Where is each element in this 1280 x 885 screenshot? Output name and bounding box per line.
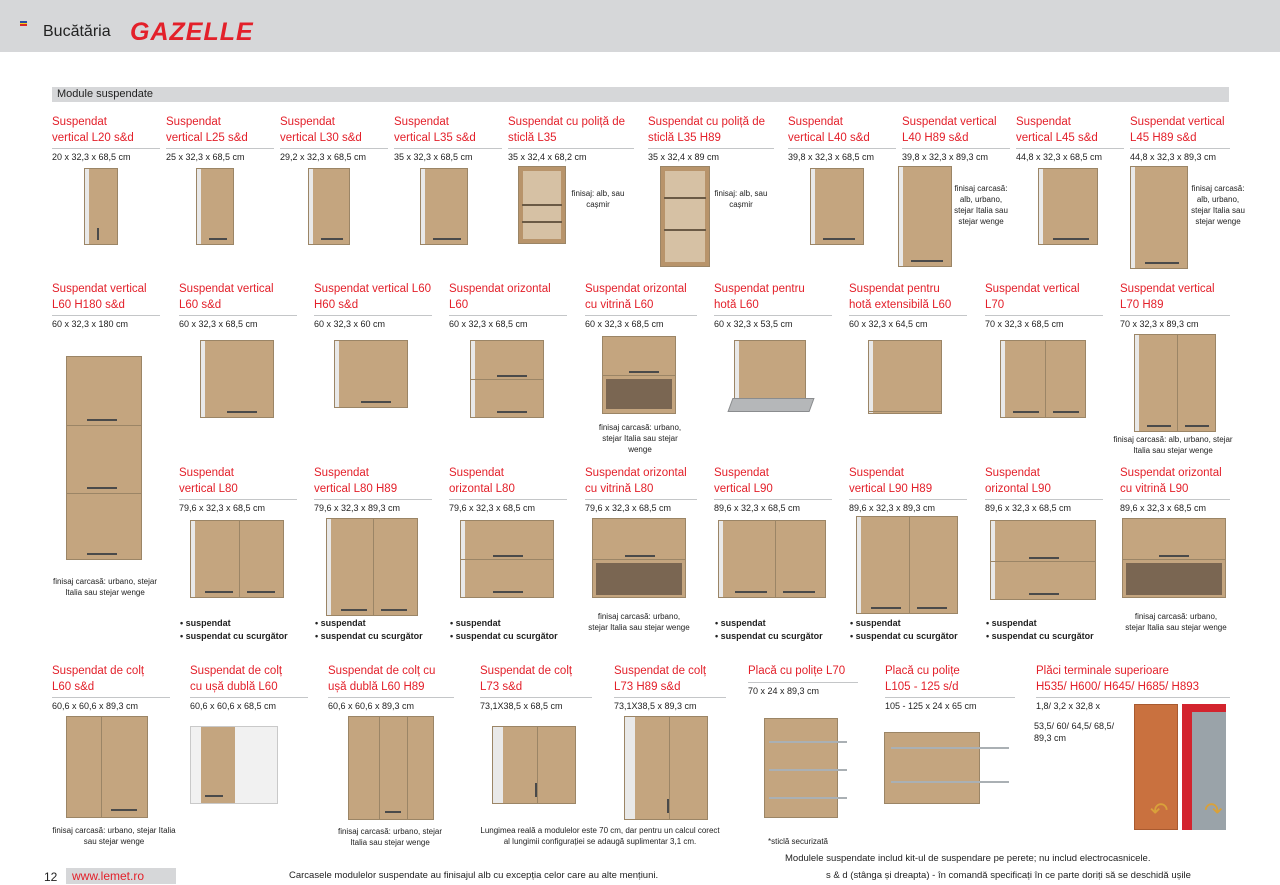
product-l90-h89[interactable] [849, 465, 967, 514]
product-corner-l73-h89[interactable] [614, 663, 726, 712]
cabinet-image [1038, 168, 1098, 245]
product-title: Suspendat [314, 467, 369, 479]
product-title: Suspendat [280, 116, 335, 128]
corner-cabinet-image [624, 716, 708, 820]
product-l70-h89[interactable] [1120, 281, 1230, 330]
product-horizontal-l90[interactable] [985, 465, 1103, 514]
product-title: L105 - 125 s/d [885, 681, 959, 693]
product-vitrine-l90[interactable] [1120, 465, 1230, 514]
cabinet-image [420, 168, 468, 245]
product-dimensions: 70 x 32,3 x 68,5 cm [985, 319, 1064, 329]
cabinet-image [1000, 340, 1086, 418]
product-title: Suspendat pentru [849, 283, 940, 295]
product-dimensions: 25 x 32,3 x 68,5 cm [166, 152, 245, 162]
product-title: vertical L90 [714, 483, 773, 495]
product-title: L60 s&d [179, 299, 222, 311]
product-dimensions: 60 x 32,3 x 68,5 cm [179, 319, 258, 329]
product-l45-h89[interactable] [1130, 114, 1230, 163]
product-l90[interactable] [714, 465, 832, 514]
product-title: H535/ H600/ H645/ H685/ H893 [1036, 681, 1200, 693]
finish-note: finisaj carcasă: urbano, stejar Italia sau stejar wenge [52, 826, 176, 846]
product-title: L60 H180 s&d [52, 299, 125, 311]
section-bar [52, 87, 1229, 102]
product-glass-l35[interactable] [508, 114, 634, 163]
hood-image [727, 398, 814, 412]
product-dimensions: 79,6 x 32,3 x 68,5 cm [449, 503, 536, 513]
cabinet-image [326, 518, 418, 616]
cabinet-image [308, 168, 350, 245]
product-title: Suspendat de colț [190, 665, 283, 677]
product-dimensions: 60 x 32,3 x 64,5 cm [849, 319, 928, 329]
product-title: ușă dublă L60 H89 [328, 681, 425, 693]
product-title: Suspendat vertical [179, 283, 274, 295]
cabinet-image [990, 520, 1096, 600]
product-title: cu ușă dublă L60 [190, 681, 278, 693]
product-corner-l73[interactable] [480, 663, 592, 712]
tempered-glass-note: *sticlă securizată [767, 837, 829, 846]
product-dimensions: 60,6 x 60,6 x 89,3 cm [52, 701, 139, 711]
arrow-icon: ↶ [1150, 798, 1169, 823]
product-title: Suspendat de colț cu [328, 665, 436, 677]
product-corner-l60[interactable] [52, 663, 170, 712]
product-dimensions: 70 x 32,3 x 89,3 cm [1120, 319, 1199, 329]
glass-shelf-cabinet-image [660, 166, 710, 267]
finish-note: finisaj carcasă: urbano, stejar Italia sau stejar wenge [52, 577, 158, 597]
footer-note-sd: s & d (stânga și dreapta) - în comandă specificați în ce parte doriți să se deschidă ușile [826, 870, 1191, 881]
cabinet-image [856, 516, 958, 614]
product-title: Suspendat orizontal [1120, 467, 1222, 479]
cabinet-image [898, 166, 952, 267]
page-number: 12 [44, 870, 58, 884]
product-l35[interactable] [394, 114, 502, 163]
vitrine-cabinet-image [592, 518, 686, 598]
arrow-icon: ↷ [1204, 798, 1223, 823]
corner-cabinet-image [190, 726, 278, 804]
length-note: Lungimea reală a modulelor este 70 cm, dar pentru un calcul corect al lungimii configurației se adaugă suplimentar 3,1 cm. [480, 826, 720, 846]
product-title: Suspendat de colț [480, 665, 573, 677]
product-title: Suspendat pentru [714, 283, 805, 295]
product-dimensions: 60 x 32,3 x 68,5 cm [585, 319, 664, 329]
product-title: Suspendat vertical L60 [314, 283, 431, 295]
product-dimensions: 89,6 x 32,3 x 68,5 cm [714, 503, 801, 513]
product-l80-h89[interactable] [314, 465, 432, 514]
product-horizontal-l80[interactable] [449, 465, 567, 514]
product-glass-l35-h89[interactable] [648, 114, 774, 163]
product-title: Suspendat [52, 116, 107, 128]
product-corner-double-l60-h89[interactable] [328, 663, 454, 712]
options-list: • suspendat • suspendat cu scurgător [715, 618, 823, 641]
product-dimensions: 29,2 x 32,3 x 68,5 cm [280, 152, 367, 162]
cabinet-image [84, 168, 118, 245]
product-dimensions: 89,6 x 32,3 x 68,5 cm [985, 503, 1072, 513]
product-dimensions: 35 x 32,3 x 68,5 cm [394, 152, 473, 162]
top-bar [0, 0, 1280, 52]
options-list: • suspendat • suspendat cu scurgător [450, 618, 558, 641]
finish-note: finisaj carcasă: alb, urbano, stejar Italia sau stejar wenge [1113, 435, 1233, 455]
product-l30[interactable] [280, 114, 388, 163]
product-title: orizontal L80 [449, 483, 515, 495]
product-title: orizontal L90 [985, 483, 1051, 495]
product-shelf-plate-l70[interactable] [748, 663, 858, 697]
product-title: Suspendat de colț [614, 665, 707, 677]
product-title: Suspendat [985, 467, 1040, 479]
brand-logo: GAZELLE [130, 18, 254, 46]
product-title: L40 H89 s&d [902, 132, 969, 144]
product-title: vertical L25 s&d [166, 132, 248, 144]
product-dimensions: 79,6 x 32,3 x 68,5 cm [179, 503, 266, 513]
product-title: L70 H89 [1120, 299, 1164, 311]
product-title: vertical L35 s&d [394, 132, 476, 144]
product-title: hotă extensibilă L60 [849, 299, 952, 311]
product-title: Suspendat vertical [1130, 116, 1225, 128]
product-l70[interactable] [985, 281, 1103, 330]
product-dimensions: 39,8 x 32,3 x 89,3 cm [902, 152, 989, 162]
product-title: vertical L20 s&d [52, 132, 134, 144]
product-title: vertical L80 [179, 483, 238, 495]
options-list: • suspendat • suspendat cu scurgător [180, 618, 288, 641]
cabinet-image [196, 168, 234, 245]
cabinet-image [190, 520, 284, 598]
product-title: Suspendat [1016, 116, 1071, 128]
product-l80[interactable] [179, 465, 297, 514]
finish-note: finisaj carcasă: urbano, stejar Italia sau stejar wenge [598, 423, 682, 454]
product-dimensions: 44,8 x 32,3 x 89,3 cm [1130, 152, 1217, 162]
corner-cabinet-image [492, 726, 576, 804]
product-l60-h180[interactable] [52, 281, 160, 330]
product-title: hotă L60 [714, 299, 759, 311]
product-title: Suspendat [449, 467, 504, 479]
product-dimensions: 60 x 32,3 x 53,5 cm [714, 319, 793, 329]
product-dimensions: 39,8 x 32,3 x 68,5 cm [788, 152, 875, 162]
finish-note: finisaj carcasă: urbano, stejar Italia sau stejar wenge [337, 827, 443, 847]
product-title: L73 s&d [480, 681, 523, 693]
product-hood-l60[interactable] [714, 281, 832, 330]
product-title: Suspendat [179, 467, 234, 479]
product-l60[interactable] [179, 281, 297, 330]
product-dimensions: 105 - 125 x 24 x 65 cm [885, 701, 977, 711]
product-shelf-plate-l105[interactable] [885, 663, 1015, 712]
product-title: Suspendat [849, 467, 904, 479]
product-ext-hood-l60[interactable] [849, 281, 967, 330]
cabinet-image [868, 340, 942, 414]
product-title: sticlă L35 H89 [648, 132, 721, 144]
product-title: Suspendat de colț [52, 665, 145, 677]
product-dimensions: 60 x 32,3 x 60 cm [314, 319, 386, 329]
product-l40-h89[interactable] [902, 114, 1010, 163]
product-dimensions: 60 x 32,3 x 180 cm [52, 319, 129, 329]
finish-note: finisaj carcasă: alb, urbano, stejar Italia sau stejar wenge [1191, 184, 1245, 226]
product-l40[interactable] [788, 114, 896, 163]
finish-note: finisaj carcasă: alb, urbano, stejar Italia sau stejar wenge [954, 184, 1008, 226]
product-title: Suspendat vertical [52, 283, 147, 295]
finish-note: finisaj: alb, sau cașmir [571, 189, 625, 209]
panel-dimensions-rest: 53,5/ 60/ 64,5/ 68,5/ 89,3 cm [1034, 721, 1115, 743]
product-dimensions: 60,6 x 60,6 x 89,3 cm [328, 701, 415, 711]
product-title: L70 [985, 299, 1005, 311]
finish-note: finisaj carcasă: urbano, stejar Italia sau stejar wenge [588, 612, 690, 632]
footer-note-carcase: Carcasele modulelor suspendate au finisajul alb cu excepția celor care au alte mențiuni. [289, 870, 659, 881]
product-horizontal-l60[interactable] [449, 281, 567, 330]
product-dimensions: 73,1X38,5 x 89,3 cm [614, 701, 697, 711]
product-l25[interactable] [166, 114, 274, 163]
product-title: Placă cu polițe [885, 665, 960, 677]
product-dimensions: 73,1X38,5 x 68,5 cm [480, 701, 563, 711]
product-title: Suspendat cu poliță de [648, 116, 766, 128]
product-title: L60 s&d [52, 681, 95, 693]
product-title: Suspendat orizontal [585, 283, 687, 295]
vitrine-cabinet-image [1122, 518, 1226, 598]
tall-cabinet-image [66, 356, 142, 560]
product-corner-double-l60[interactable] [190, 663, 308, 712]
product-title: Suspendat vertical [902, 116, 997, 128]
product-title: Suspendat [788, 116, 843, 128]
product-title: cu vitrină L60 [585, 299, 654, 311]
cabinet-image [470, 340, 544, 418]
options-list: • suspendat • suspendat cu scurgător [850, 618, 958, 641]
corner-cabinet-image [66, 716, 148, 818]
product-title: L60 [449, 299, 469, 311]
product-title: Suspendat orizontal [449, 283, 551, 295]
product-dimensions: 20 x 32,3 x 68,5 cm [52, 152, 131, 162]
cabinet-image [200, 340, 274, 418]
product-dimensions: 60 x 32,3 x 68,5 cm [449, 319, 528, 329]
product-vitrine-l60[interactable] [585, 281, 697, 330]
product-title: L73 H89 s&d [614, 681, 681, 693]
cabinet-image [334, 340, 408, 408]
website-link[interactable]: www.lemet.ro [66, 868, 176, 884]
product-title: Suspendat vertical [1120, 283, 1215, 295]
product-title: Suspendat [714, 467, 769, 479]
options-list: • suspendat • suspendat cu scurgător [315, 618, 423, 641]
product-dimensions: 60,6 x 60,6 x 68,5 cm [190, 701, 277, 711]
product-title: Suspendat [394, 116, 449, 128]
product-title: vertical L90 H89 [849, 483, 933, 495]
product-dimensions: 35 x 32,4 x 68,2 cm [508, 152, 587, 162]
finish-note: finisaj carcasă: urbano, stejar Italia sau stejar wenge [1125, 612, 1227, 632]
section-title: Module suspendate [57, 88, 154, 100]
product-title: vertical L40 s&d [788, 132, 870, 144]
corner-cabinet-image [348, 716, 434, 820]
cabinet-image [1134, 334, 1216, 432]
product-vitrine-l80[interactable] [585, 465, 697, 514]
product-l20[interactable] [52, 114, 160, 163]
product-dimensions: 79,6 x 32,3 x 68,5 cm [585, 503, 672, 513]
product-title: Plăci terminale superioare [1036, 665, 1169, 677]
hood-cabinet-image [734, 340, 806, 400]
product-title: Suspendat orizontal [585, 467, 687, 479]
product-dimensions: 79,6 x 32,3 x 89,3 cm [314, 503, 401, 513]
cabinet-image [460, 520, 554, 598]
product-l45[interactable] [1016, 114, 1124, 163]
shelf-plate-image [884, 732, 980, 804]
section-name: Bucătăria [43, 23, 111, 40]
flag-icon [20, 21, 27, 26]
product-title: vertical L45 s&d [1016, 132, 1098, 144]
product-dimensions: 89,6 x 32,3 x 68,5 cm [1120, 503, 1207, 513]
product-dimensions: 35 x 32,4 x 89 cm [648, 152, 720, 162]
product-dimensions: 70 x 24 x 89,3 cm [748, 686, 820, 696]
product-title: cu vitrină L80 [585, 483, 654, 495]
product-dimensions: 44,8 x 32,3 x 68,5 cm [1016, 152, 1103, 162]
finish-note: finisaj: alb, sau cașmir [714, 189, 768, 209]
product-title: L45 H89 s&d [1130, 132, 1197, 144]
product-title: Suspendat cu poliță de [508, 116, 626, 128]
glass-shelf-cabinet-image [518, 166, 566, 244]
product-title: Placă cu polițe L70 [748, 665, 846, 677]
product-title: H60 s&d [314, 299, 359, 311]
cabinet-image [810, 168, 864, 245]
product-title: vertical L30 s&d [280, 132, 362, 144]
cabinet-image [718, 520, 826, 598]
product-l60-h60[interactable] [314, 281, 432, 330]
options-list: • suspendat • suspendat cu scurgător [986, 618, 1094, 641]
shelf-plate-image [764, 718, 838, 818]
product-title: Suspendat vertical [985, 283, 1080, 295]
product-title: vertical L80 H89 [314, 483, 398, 495]
vitrine-cabinet-image [602, 336, 676, 414]
product-title: cu vitrină L90 [1120, 483, 1189, 495]
footer-note-kit: Modulele suspendate includ kit-ul de suspendare pe perete; nu includ electrocasnicele. [785, 853, 1151, 864]
product-title: Suspendat [166, 116, 221, 128]
product-title: sticlă L35 [508, 132, 557, 144]
cabinet-image [1130, 166, 1188, 269]
product-dimensions: 1,8/ 3,2 x 32,8 x [1036, 701, 1101, 711]
product-dimensions: 89,6 x 32,3 x 89,3 cm [849, 503, 936, 513]
